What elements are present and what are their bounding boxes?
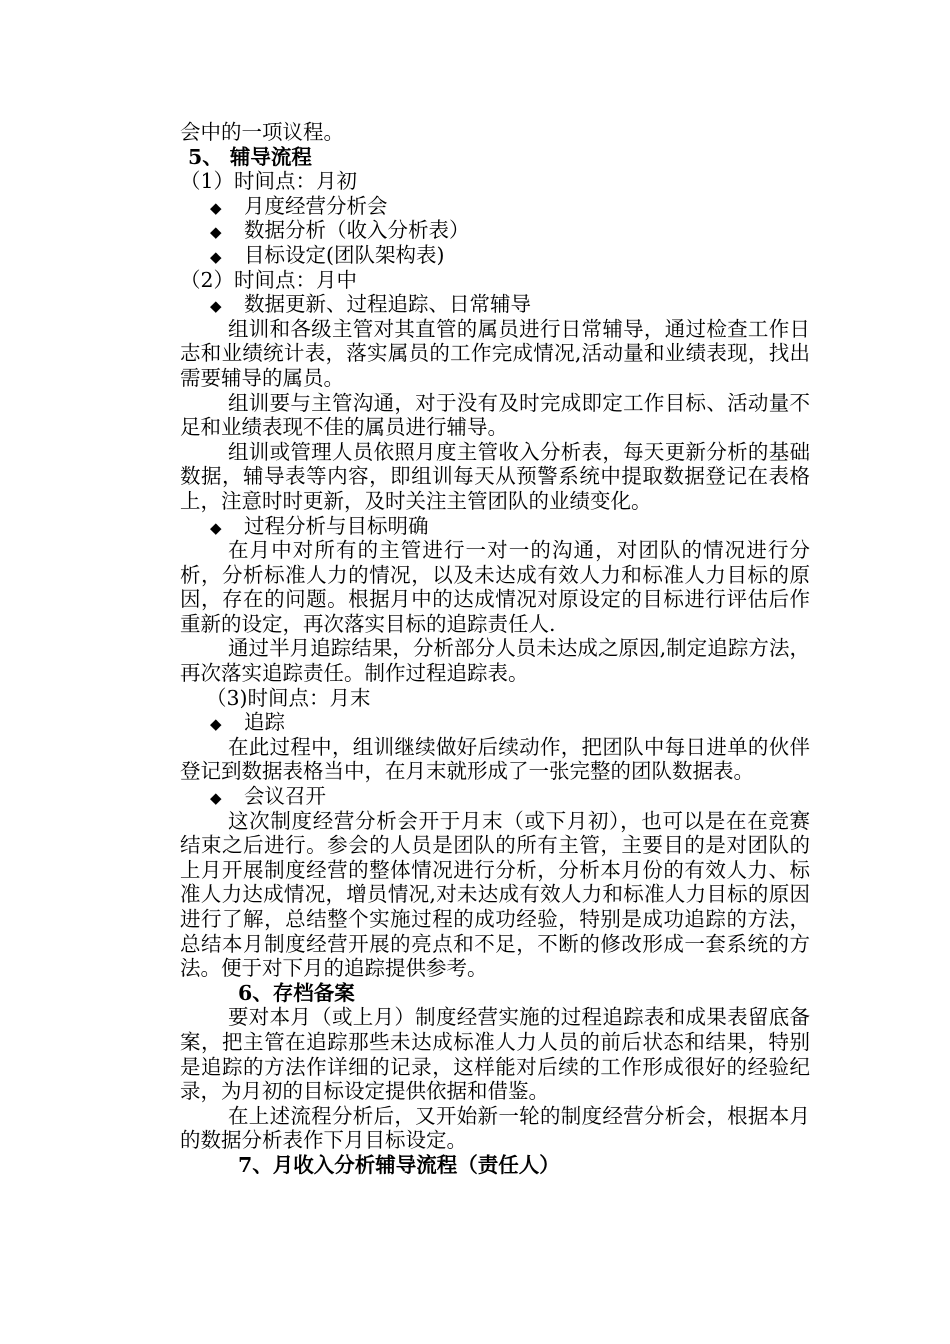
bullet-item [180, 514, 810, 539]
time-point-line: （1）时间点：月初 [180, 169, 358, 194]
section-heading: 5、 辅导流程 [188, 144, 312, 169]
section-heading: 7、月收入分析辅导流程（责任人） [238, 1152, 560, 1177]
bullet-text: 月度经营分析会 [244, 193, 388, 218]
diamond-bullet-icon: ◆ [210, 518, 222, 537]
diamond-bullet-icon: ◆ [210, 198, 222, 217]
bullet-text: 数据分析（收入分析表） [244, 218, 470, 243]
bullet-item [180, 194, 810, 219]
time-point-line: （2）时间点：月中 [180, 267, 358, 292]
diamond-bullet-icon: ◆ [210, 715, 222, 734]
body-paragraph: 通过半月追踪结果，分析部分人员未达成之原因,制定追踪方法，再次落实追踪责任。制作过程追踪表。 [180, 636, 810, 686]
body-paragraph: 组训要与主管沟通，对于没有及时完成即定工作目标、活动量不足和业绩表现不佳的属员进行辅导。 [180, 390, 810, 440]
bullet-text: 目标设定(团队架构表) [244, 242, 445, 267]
diamond-bullet-icon: ◆ [210, 297, 222, 316]
diamond-bullet-icon: ◆ [210, 223, 222, 242]
bullet-item [180, 243, 810, 268]
body-paragraph: 组训和各级主管对其直管的属员进行日常辅导，通过检查工作日志和业绩统计表，落实属员的工作完成情况,活动量和业绩表现，找出需要辅导的属员。 [180, 316, 810, 390]
body-paragraph: 在此过程中，组训继续做好后续动作，把团队中每日进单的伙伴登记到数据表格当中，在月末就形成了一张完整的团队数据表。 [180, 734, 810, 784]
continuation-line: 会中的一项议程。 [180, 120, 344, 144]
document-page [180, 120, 810, 1178]
bullet-text: 会议召开 [244, 784, 326, 809]
body-paragraph: 在月中对所有的主管进行一对一的沟通，对团队的情况进行分析，分析标准人力的情况，以及未达成有效人力和标准人力目标的原因，存在的问题。根据月中的达成情况对原设定的目标进行评估后作重新的设定，再次落实目标的追踪责任人. [180, 538, 810, 636]
bullet-text: 追踪 [244, 710, 285, 735]
bullet-text: 数据更新、过程追踪、日常辅导 [244, 292, 531, 317]
bullet-item [180, 218, 810, 243]
body-paragraph: 要对本月（或上月）制度经营实施的过程追踪表和成果表留底备案，把主管在追踪那些未达成标准人力人员的前后状态和结果，特别是追踪的方法作详细的记录，这样能对后续的工作形成很好的经验纪录，为月初的目标设定提供依据和借鉴。 [180, 1005, 810, 1104]
section-heading: 6、存档备案 [238, 980, 355, 1005]
bullet-item [180, 292, 810, 317]
bullet-item [180, 710, 810, 735]
bullet-item [180, 784, 810, 809]
body-paragraph: 在上述流程分析后，又开始新一轮的制度经营分析会，根据本月的数据分析表作下月目标设定。 [180, 1103, 810, 1153]
body-paragraph: 这次制度经营分析会开于月末（或下月初），也可以是在在竞赛结束之后进行。参会的人员是团队的所有主管，主要目的是对团队的上月开展制度经营的整体情况进行分析，分析本月份的有效人力、标准人力达成情况，增员情况,对未达成有效人力和标准人力目标的原因进行了解，总结整个实施过程的成功经验，特别是成功追踪的方法，总结本月制度经营开展的亮点和不足，不断的修改形成一套系统的方法。便于对下月的追踪提供参考。 [180, 808, 810, 981]
diamond-bullet-icon: ◆ [210, 247, 222, 266]
body-paragraph: 组训或管理人员依照月度主管收入分析表，每天更新分析的基础数据，辅导表等内容，即组训每天从预警系统中提取数据登记在表格上，注意时时更新，及时关注主管团队的业绩变化。 [180, 439, 810, 513]
diamond-bullet-icon: ◆ [210, 789, 222, 808]
bullet-text: 过程分析与目标明确 [244, 513, 429, 538]
time-point-line: （3)时间点：月末 [206, 685, 371, 710]
